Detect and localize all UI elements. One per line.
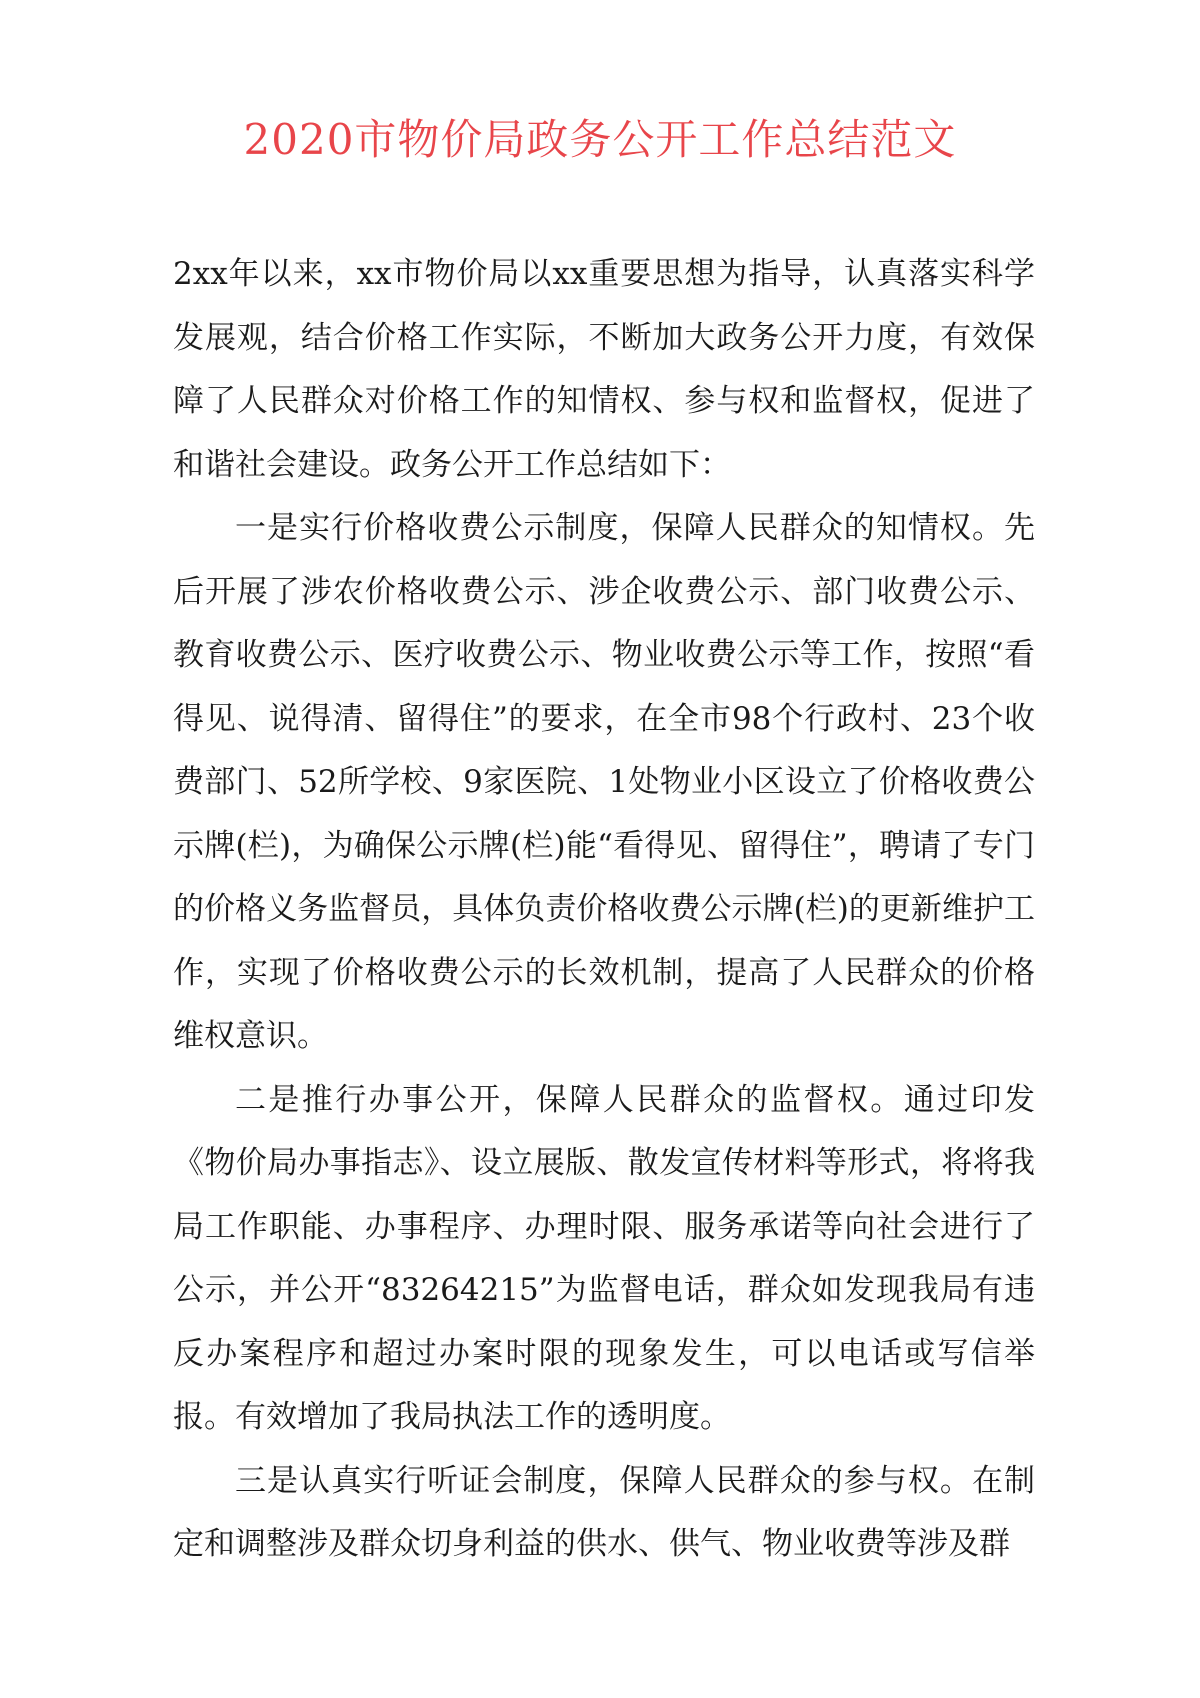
document-title: 2020市物价局政务公开工作总结范文 bbox=[243, 115, 957, 164]
paragraph-intro: 2xx年以来，xx市物价局以xx重要思想为指导，认真落实科学发展观，结合价格工作实际，不断加大政务公开力度，有效保障了人民群众对价格工作的知情权、参与权和监督权，促进了和谐社会建设。政务公开工作总结如下： bbox=[173, 256, 1035, 483]
paragraph-price-fee-disclosure: 一是实行价格收费公示制度，保障人民群众的知情权。先后开展了涉农价格收费公示、涉企收费公示、部门收费公示、教育收费公示、医疗收费公示、物业收费公示等工作，按照“看得见、说得清、留得住”的要求，在全市98个行政村、23个收费部门、52所学校、9家医院、1处物业小区设立了价格收费公示牌(栏)，为确保公示牌(栏)能“看得见、留得住”，聘请了专门的价格义务监督员，具体负责价格收费公示牌(栏)的更新维护工作，实现了价格收费公示的长效机制，提高了人民群众的价格维权意识。 bbox=[173, 510, 1035, 1054]
paragraph-affairs-disclosure: 二是推行办事公开，保障人民群众的监督权。通过印发《物价局办事指志》、设立展版、散发宣传材料等形式，将将我局工作职能、办事程序、办理时限、服务承诺等向社会进行了公示，并公开“83264215”为监督电话，群众如发现我局有违反办案程序和超过办案时限的现象发生，可以电话或写信举报。有效增加了我局执法工作的透明度。 bbox=[173, 1081, 1035, 1435]
document-body bbox=[173, 243, 1035, 1577]
paragraph-hearing-system: 三是认真实行听证会制度，保障人民群众的参与权。在制定和调整涉及群众切身利益的供水、供气、物业收费等涉及群 bbox=[173, 1462, 1035, 1562]
